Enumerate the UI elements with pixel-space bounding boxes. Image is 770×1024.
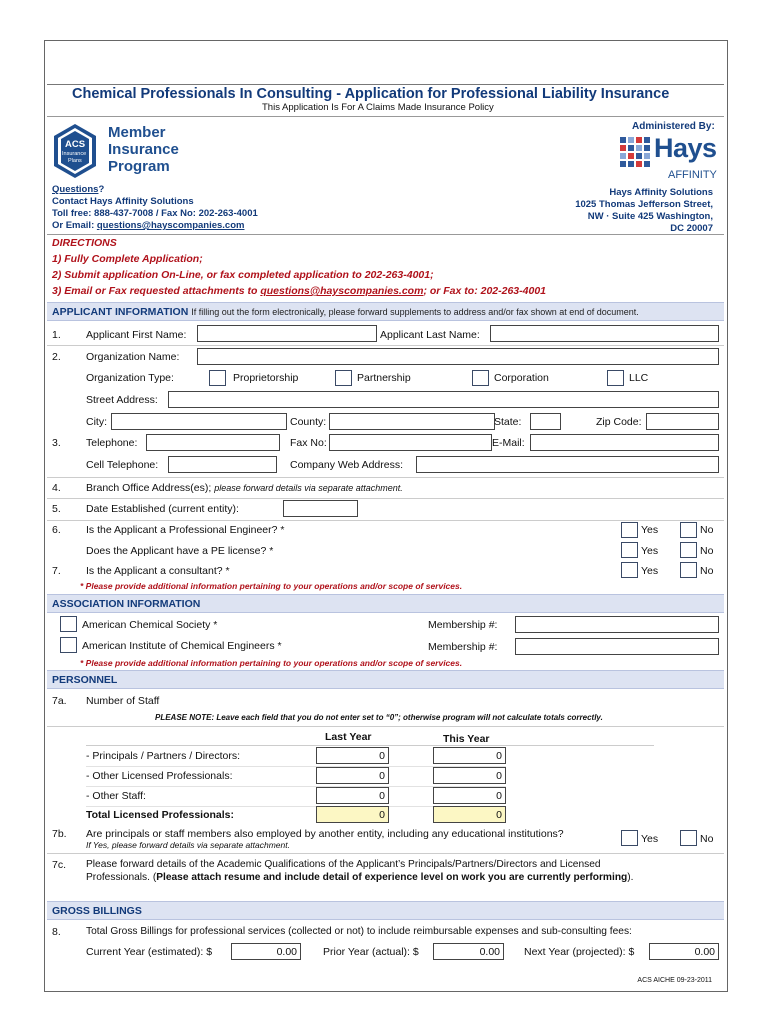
county-input[interactable] — [329, 413, 495, 430]
item-number-5: 5. — [52, 503, 61, 515]
state-label: State: — [494, 416, 522, 428]
staff-last-year-value: 0 — [379, 809, 385, 821]
acs-logo-line2: Insurance — [108, 141, 179, 158]
staff-row-label: - Other Staff: — [86, 790, 146, 802]
proprietorship-checkbox[interactable] — [209, 370, 226, 386]
current-year-label: Current Year (estimated): $ — [86, 946, 213, 958]
page-title: Chemical Professionals In Consulting - Application for Professional Liability Insurance — [72, 86, 670, 102]
q6a-no-checkbox[interactable] — [680, 522, 697, 538]
q7c-line2-bold: Please attach resume and include detail of experience level on work you are currently performing — [156, 872, 628, 883]
address-line4: DC 20007 — [670, 223, 713, 234]
q7b-yes-label: Yes — [641, 833, 659, 845]
org-type-label: Organization Type: — [86, 372, 174, 384]
q6b-yes-label: Yes — [641, 545, 659, 557]
telephone-input[interactable] — [146, 434, 280, 451]
county-label: County: — [290, 416, 327, 428]
acs-badge-line2: Plans — [68, 158, 82, 164]
q7-no-checkbox[interactable] — [680, 562, 697, 578]
cell-input[interactable] — [168, 456, 277, 473]
directions-step3-suffix: ; or Fax to: 202-263-4001 — [423, 285, 546, 297]
row-divider-5 — [47, 520, 724, 521]
acs-badge-text: ACS — [65, 139, 86, 150]
staff-this-year-value: 0 — [496, 809, 502, 821]
current-year-value: 0.00 — [276, 946, 297, 958]
item-number-7c: 7c. — [52, 859, 67, 871]
contact-email-link[interactable]: questions@hayscompanies.com — [96, 220, 245, 231]
last-name-label: Applicant Last Name: — [380, 329, 480, 341]
col-this-year: This Year — [443, 733, 490, 745]
q7-no-label: No — [700, 565, 714, 577]
administered-by: Administered By: — [632, 121, 715, 132]
item-number-7: 7. — [52, 565, 61, 577]
hays-logo — [616, 135, 720, 185]
col-last-year: Last Year — [325, 731, 372, 743]
staff-row-label: Total Licensed Professionals: — [86, 809, 235, 821]
directions-step1: 1) Fully Complete Application; — [52, 253, 203, 265]
partnership-checkbox[interactable] — [335, 370, 352, 386]
directions-step3 — [52, 285, 546, 297]
staff-this-year-value: 0 — [496, 750, 502, 762]
q6a-yes-label: Yes — [641, 524, 659, 536]
item-number-4: 4. — [52, 482, 61, 494]
acs-logo — [52, 122, 182, 182]
q7c-line1: Please forward details of the Academic Qualifications of the Applicant’s Principals/Partners/Directors and Licensed — [86, 859, 601, 870]
association-note: * Please provide additional information pertaining to your operations and/or scope of services. — [80, 658, 463, 668]
directions-title: DIRECTIONS — [52, 237, 117, 249]
questions-label — [52, 184, 104, 195]
acs-logo-line1: Member — [108, 124, 166, 141]
telephone-label: Telephone: — [86, 437, 138, 449]
applicant-heading — [52, 306, 639, 318]
acs-badge-line1: Insurance — [62, 151, 87, 157]
item-number-7a: 7a. — [52, 695, 67, 707]
llc-label: LLC — [629, 372, 649, 384]
association-heading: ASSOCIATION INFORMATION — [52, 598, 201, 610]
q7-label: Is the Applicant a consultant? * — [86, 565, 230, 577]
acs-membership-input[interactable] — [515, 616, 719, 633]
org-name-input[interactable] — [197, 348, 719, 365]
contact-line2: Toll free: 888-437-7008 / Fax No: 202-263-4001 — [52, 208, 258, 219]
row-divider-1 — [47, 345, 724, 346]
billings-heading: GROSS BILLINGS — [52, 905, 142, 917]
item-number-7b: 7b. — [52, 828, 67, 840]
q6a-label: Is the Applicant a Professional Engineer? * — [86, 524, 285, 536]
fax-input[interactable] — [329, 434, 492, 451]
contact-divider — [47, 234, 724, 235]
please-note-divider — [47, 726, 724, 727]
q7b-note: If Yes, please forward details via separate attachment. — [86, 840, 290, 850]
q8-label: Total Gross Billings for professional services (collected or not) to include reimbursable expenses and sub-consulting fees: — [86, 926, 632, 937]
street-input[interactable] — [168, 391, 719, 408]
staff-last-year-value: 0 — [379, 770, 385, 782]
item-number-6: 6. — [52, 524, 61, 536]
item-number-3: 3. — [52, 437, 61, 449]
org-name-label: Organization Name: — [86, 351, 180, 363]
next-year-value: 0.00 — [694, 946, 715, 958]
billings-section-band — [47, 901, 724, 920]
header-divider — [47, 116, 724, 117]
applicant-heading-text: APPLICANT INFORMATION — [52, 306, 189, 318]
q7c-line2 — [86, 872, 634, 883]
staff-this-year-value: 0 — [496, 790, 502, 802]
acs-logo-line3: Program — [108, 158, 170, 175]
item-number-1: 1. — [52, 329, 61, 341]
staff-last-year-value: 0 — [379, 790, 385, 802]
contact-email-line — [52, 220, 244, 231]
street-label: Street Address: — [86, 394, 158, 406]
q7c-line2-suffix: ). — [627, 872, 634, 883]
staff-label: Number of Staff — [86, 695, 160, 707]
row-divider-4 — [47, 498, 724, 499]
staff-row-label: - Principals / Partners / Directors: — [86, 750, 241, 762]
aiche-member-checkbox[interactable] — [60, 637, 77, 653]
q6a-yes-checkbox[interactable] — [621, 522, 638, 538]
cell-label: Cell Telephone: — [86, 459, 159, 471]
llc-checkbox[interactable] — [607, 370, 624, 386]
item-number-8: 8. — [52, 926, 61, 938]
col-header-divider — [86, 745, 654, 746]
q6b-no-label: No — [700, 545, 714, 557]
first-name-label: Applicant First Name: — [86, 329, 187, 341]
zip-input[interactable] — [646, 413, 719, 430]
applicant-heading-note: If filling out the form electronically, please forward supplements to address and/or fax shown at end of document. — [191, 307, 639, 317]
hays-logo-sub: AFFINITY — [668, 169, 717, 181]
staff-last-year-value: 0 — [379, 750, 385, 762]
top-divider — [47, 84, 724, 85]
aiche-membership-input[interactable] — [515, 638, 719, 655]
questions-mark: ? — [98, 184, 105, 195]
city-input[interactable] — [111, 413, 287, 430]
state-input[interactable] — [530, 413, 561, 430]
address-line3: NW · Suite 425 Washington, — [587, 211, 713, 222]
acs-membership-label: Membership #: — [428, 619, 498, 631]
date-est-input[interactable] — [283, 500, 358, 517]
q6b-yes-checkbox[interactable] — [621, 542, 638, 558]
email-input[interactable] — [530, 434, 719, 451]
page-subtitle: This Application Is For A Claims Made Insurance Policy — [262, 102, 494, 113]
address-line1: Hays Affinity Solutions — [609, 187, 713, 198]
corporation-label: Corporation — [494, 372, 549, 384]
q7b-label: Are principals or staff members also employed by another entity, including any educational institutions? — [86, 828, 564, 840]
hays-squares-icon — [620, 137, 652, 167]
last-name-input[interactable] — [490, 325, 719, 342]
q7b-no-checkbox[interactable] — [680, 830, 697, 846]
web-label: Company Web Address: — [290, 459, 404, 471]
q6a-no-label: No — [700, 524, 714, 536]
city-label: City: — [86, 416, 107, 428]
prior-year-value: 0.00 — [479, 946, 500, 958]
row-divider-3 — [47, 477, 724, 478]
item-number-2: 2. — [52, 351, 61, 363]
aiche-membership-label: Membership #: — [428, 641, 498, 653]
q6b-label: Does the Applicant have a PE license? * — [86, 545, 274, 557]
branch-note: please forward details via separate attachment. — [214, 483, 403, 493]
q7b-no-label: No — [700, 833, 714, 845]
next-year-label: Next Year (projected): $ — [524, 946, 635, 958]
staff-this-year-value: 0 — [496, 770, 502, 782]
please-note: PLEASE NOTE: Leave each field that you do not enter set to “0”; otherwise program will not calculate totals correctly. — [155, 713, 603, 722]
personnel-heading: PERSONNEL — [52, 674, 118, 686]
staff-row-label: - Other Licensed Professionals: — [86, 770, 233, 782]
q7-yes-checkbox[interactable] — [621, 562, 638, 578]
first-name-input[interactable] — [197, 325, 377, 342]
q7c-line2-prefix: Professionals. ( — [86, 872, 157, 883]
acs-member-checkbox[interactable] — [60, 616, 77, 632]
email-label: E-Mail: — [492, 437, 525, 449]
fax-label: Fax No: — [290, 437, 327, 449]
directions-step3-prefix: 3) Email or Fax requested attachments to — [52, 285, 261, 297]
personnel-section-band — [47, 670, 724, 689]
prior-year-label: Prior Year (actual): $ — [323, 946, 419, 958]
directions-step2: 2) Submit application On-Line, or fax completed application to 202-263-4001; — [52, 269, 434, 281]
hays-logo-word: Hays — [654, 133, 717, 163]
row-divider-7b — [47, 853, 724, 854]
applicant-note: * Please provide additional information pertaining to your operations and/or scope of services. — [80, 581, 463, 591]
proprietorship-label: Proprietorship — [233, 372, 299, 384]
branch-text: Branch Office Address(es); — [86, 482, 212, 494]
corporation-checkbox[interactable] — [472, 370, 489, 386]
q6b-no-checkbox[interactable] — [680, 542, 697, 558]
footer-code: ACS AICHE 09-23-2011 — [637, 977, 712, 984]
branch-label — [86, 482, 403, 494]
web-input[interactable] — [416, 456, 719, 473]
contact-line1: Contact Hays Affinity Solutions — [52, 196, 194, 207]
contact-email-prefix: Or Email: — [52, 220, 97, 231]
date-est-label: Date Established (current entity): — [86, 503, 239, 515]
q7b-yes-checkbox[interactable] — [621, 830, 638, 846]
acs-member-label: American Chemical Society * — [82, 619, 218, 631]
address-line2: 1025 Thomas Jefferson Street, — [575, 199, 713, 210]
aiche-member-label: American Institute of Chemical Engineers * — [82, 640, 282, 652]
directions-step3-email[interactable]: questions@hayscompanies.com — [260, 285, 424, 297]
questions-link[interactable]: Questions — [52, 184, 99, 195]
partnership-label: Partnership — [357, 372, 411, 384]
zip-label: Zip Code: — [596, 416, 642, 428]
q7-yes-label: Yes — [641, 565, 659, 577]
